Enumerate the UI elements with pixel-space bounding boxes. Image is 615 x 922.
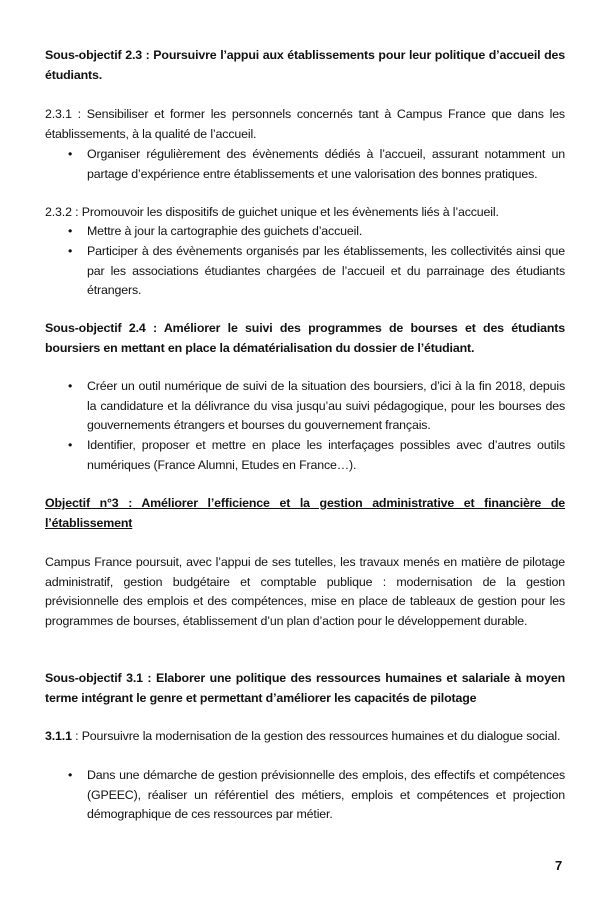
text-3-1-1: : Poursuivre la modernisation de la gestion des ressources humaines et du dialogue social. bbox=[71, 729, 561, 743]
heading-sous-objectif-3-1: Sous-objectif 3.1 : Elaborer une politique des ressources humaines et salariale à moyen terme intégrant le genre et permettant d’améliorer les capacités de pilotage bbox=[45, 671, 565, 705]
paragraph-objectif-3: Campus France poursuit, avec l’appui de ses tutelles, les travaux menés en matière de pilotage administratif, gestion budgétaire et comptable publique : modernisation de la gestion prévisionnelle des emplois et des compétences, mise en place de tableaux de gestion pour les programmes de bourses, établissement d’un plan d’action pour le développement durable. bbox=[45, 555, 565, 628]
bullet-item: • Identifier, proposer et mettre en place les interfaçages possibles avec d’autres outils numériques (France Alumni, Etudes en France…). bbox=[87, 436, 565, 475]
paragraph-3-1-1 bbox=[45, 727, 565, 747]
bullet-item: • Créer un outil numérique de suivi de la situation des boursiers, d’ici à la fin 2018, depuis la candidature et la délivrance du visa jusqu’au suivi pédagogique, pour les bourses des gouvernements étrangers et bourses du gouvernement français. bbox=[87, 377, 565, 436]
page-number: 7 bbox=[555, 858, 563, 873]
bullet-item: • Participer à des évènements organisés par les établissements, les collectivités ainsi que par les associations étudiantes chargées de l’accueil et du parrainage des étudiants étrangers. bbox=[87, 242, 565, 301]
label-3-1-1: 3.1.1 bbox=[45, 729, 72, 743]
heading-sous-objectif-2-3: Sous-objectif 2.3 : Poursuivre l’appui aux établissements pour leur politique d’accueil des étudiants. bbox=[45, 48, 565, 82]
paragraph-2-3-2 bbox=[45, 203, 565, 223]
heading-sous-objectif-2-4: Sous-objectif 2.4 : Améliorer le suivi des programmes de bourses et des étudiants boursiers en mettant en place la dématérialisation du dossier de l’étudiant. bbox=[45, 321, 565, 355]
bullet-item: • Mettre à jour la cartographie des guichets d’accueil. bbox=[87, 222, 565, 242]
bullet-item: • Dans une démarche de gestion prévisionnelle des emplois, des effectifs et compétences (GPEEC), réaliser un référentiel des métiers, emplois et compétences et projection démographique de ces ressources par métier. bbox=[87, 766, 565, 825]
label-2-3-2: 2.3.2 : bbox=[45, 205, 79, 219]
text-2-3-1: Sensibiliser et former les personnels concernés tant à Campus France que dans les établissements, à la qualité de l’accueil. bbox=[45, 107, 565, 141]
label-2-3-1: 2.3.1 : bbox=[45, 107, 81, 121]
paragraph-2-3-1 bbox=[45, 105, 565, 144]
text-2-3-2: Promouvoir les dispositifs de guichet unique et les évènements liés à l’accueil. bbox=[78, 205, 499, 219]
heading-objectif-3: Objectif n°3 : Améliorer l’efficience et la gestion administrative et financière de l’établissement bbox=[45, 496, 565, 530]
bullet-item: • Organiser régulièrement des évènements dédiés à l’accueil, assurant notamment un partage d’expérience entre établissements et une valorisation des bonnes pratiques. bbox=[87, 145, 565, 184]
